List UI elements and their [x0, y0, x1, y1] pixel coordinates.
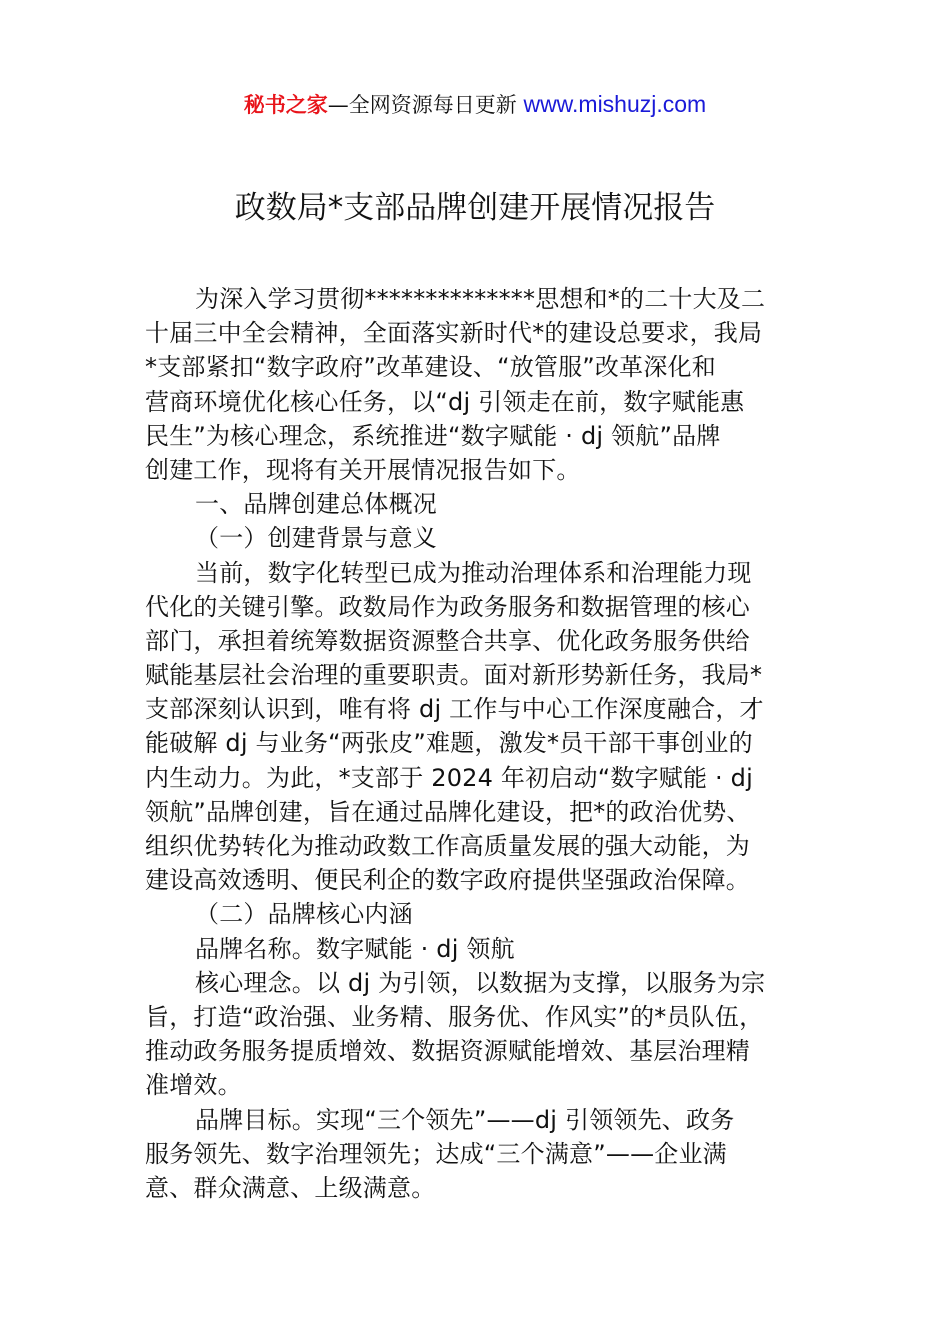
site-header	[0, 88, 950, 121]
text-line: （二）品牌核心内涵	[195, 900, 413, 929]
text-line: 营商环境优化核心任务，以“dj 引领走在前，数字赋能惠	[145, 387, 745, 416]
text-line: 支部深刻认识到，唯有将 dj 工作与中心工作深度融合，才	[145, 695, 764, 724]
text-line: 部门，承担着统筹数据资源整合共享、优化政务服务供给	[145, 626, 750, 655]
text-line: 十届三中全会精神，全面落实新时代*的建设总要求，我局	[145, 319, 763, 348]
text-line: 品牌目标。实现“三个领先”——dj 引领领先、政务	[195, 1105, 735, 1134]
text-line: （一）创建背景与意义	[195, 524, 437, 553]
text-line: 当前，数字化转型已成为推动治理体系和治理能力现	[195, 558, 752, 587]
header-tagline: —全网资源每日更新	[327, 93, 517, 117]
text-line: 内生动力。为此，*支部于 2024 年初启动“数字赋能 · dj	[145, 763, 753, 792]
text-line: 核心理念。以 dj 为引领，以数据为支撑，以服务为宗	[195, 968, 766, 997]
text-line: 品牌名称。数字赋能 · dj 领航	[195, 934, 515, 963]
text-line: 赋能基层社会治理的重要职责。面对新形势新任务，我局*	[145, 661, 763, 690]
text-line: *支部紧扣“数字政府”改革建设、“放管服”改革深化和	[145, 353, 716, 382]
text-line: 代化的关键引擎。政数局作为政务服务和数据管理的核心	[145, 592, 750, 621]
text-line: 一、品牌创建总体概况	[195, 490, 437, 519]
document-body	[145, 282, 835, 1205]
text-line: 服务领先、数字治理领先；达成“三个满意”——企业满	[145, 1139, 727, 1168]
site-url-link[interactable]: www.mishuzj.com	[523, 91, 707, 117]
text-line: 推动政务服务提质增效、数据资源赋能增效、基层治理精	[145, 1037, 750, 1066]
text-line: 建设高效透明、便民利企的数字政府提供坚强政治保障。	[145, 866, 750, 895]
brand-name: 秘书之家	[243, 93, 328, 117]
text-line: 民生”为核心理念，系统推进“数字赋能 · dj 领航”品牌	[145, 421, 721, 450]
text-line: 为深入学习贯彻**************思想和*的二十大及二	[195, 285, 766, 313]
text-line: 领航”品牌创建，旨在通过品牌化建设，把*的政治优势、	[145, 797, 751, 826]
text-line: 创建工作，现将有关开展情况报告如下。	[145, 455, 581, 484]
text-line: 意、群众满意、上级满意。	[145, 1173, 436, 1202]
text-line: 准增效。	[145, 1071, 242, 1100]
text-line: 旨，打造“政治强、业务精、服务优、作风实”的*员队伍，	[145, 1002, 764, 1031]
text-line: 组织优势转化为推动政数工作高质量发展的强大动能，为	[145, 832, 750, 860]
document-title: 政数局*支部品牌创建开展情况报告	[234, 190, 716, 226]
text-line: 能破解 dj 与业务“两张皮”难题，激发*员干部干事创业的	[145, 729, 753, 758]
